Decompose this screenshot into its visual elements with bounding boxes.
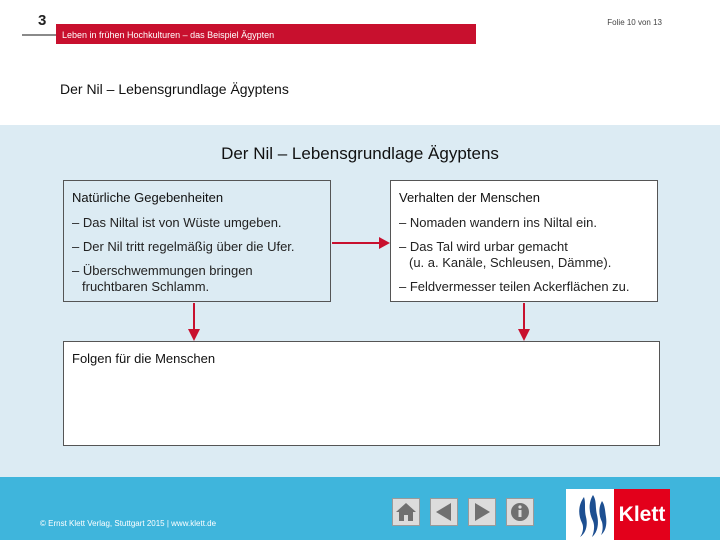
slide-subtitle: Der Nil – Lebensgrundlage Ägyptens xyxy=(60,81,289,97)
natural-conditions-heading: Natürliche Gegebenheiten xyxy=(72,190,224,205)
list-item-text-continued: fruchtbaren Schlamm. xyxy=(82,279,210,294)
chapter-number: 3 xyxy=(38,12,47,29)
klett-leaf-icon xyxy=(566,489,614,540)
list-item-text: – Das Tal wird urbar gemacht xyxy=(399,239,568,254)
home-icon xyxy=(393,499,419,525)
previous-slide-button[interactable] xyxy=(430,498,458,526)
next-icon xyxy=(469,499,495,525)
arrow-down-left-icon xyxy=(188,303,200,341)
copyright-text: © Ernst Klett Verlag, Stuttgart 2015 | www.klett.de xyxy=(40,519,217,528)
slide-counter: Folie 10 von 13 xyxy=(607,18,662,27)
list-item-text-continued: (u. a. Kanäle, Schleusen, Dämme). xyxy=(409,255,612,270)
list-item-text: – Das Niltal ist von Wüste umgeben. xyxy=(72,215,282,230)
chapter-title-band: Leben in frühen Hochkulturen – das Beispiel Ägypten xyxy=(56,24,476,44)
list-item-text: – Feldvermesser teilen Ackerflächen zu. xyxy=(399,279,630,294)
list-item-text: – Überschwemmungen bringen xyxy=(72,263,253,278)
home-button[interactable] xyxy=(392,498,420,526)
previous-icon xyxy=(431,499,457,525)
consequences-heading: Folgen für die Menschen xyxy=(72,351,216,366)
list-item-text: – Der Nil tritt regelmäßig über die Ufer. xyxy=(72,239,295,254)
next-slide-button[interactable] xyxy=(468,498,496,526)
info-button[interactable] xyxy=(506,498,534,526)
list-item-text: – Nomaden wandern ins Niltal ein. xyxy=(399,215,597,230)
klett-logo-text: Klett xyxy=(614,489,670,540)
arrow-right-icon xyxy=(332,237,390,249)
arrow-down-right-icon xyxy=(518,303,530,341)
human-behavior-heading: Verhalten der Menschen xyxy=(399,190,540,205)
info-icon xyxy=(507,499,533,525)
panel-title: Der Nil – Lebensgrundlage Ägyptens xyxy=(221,144,499,163)
